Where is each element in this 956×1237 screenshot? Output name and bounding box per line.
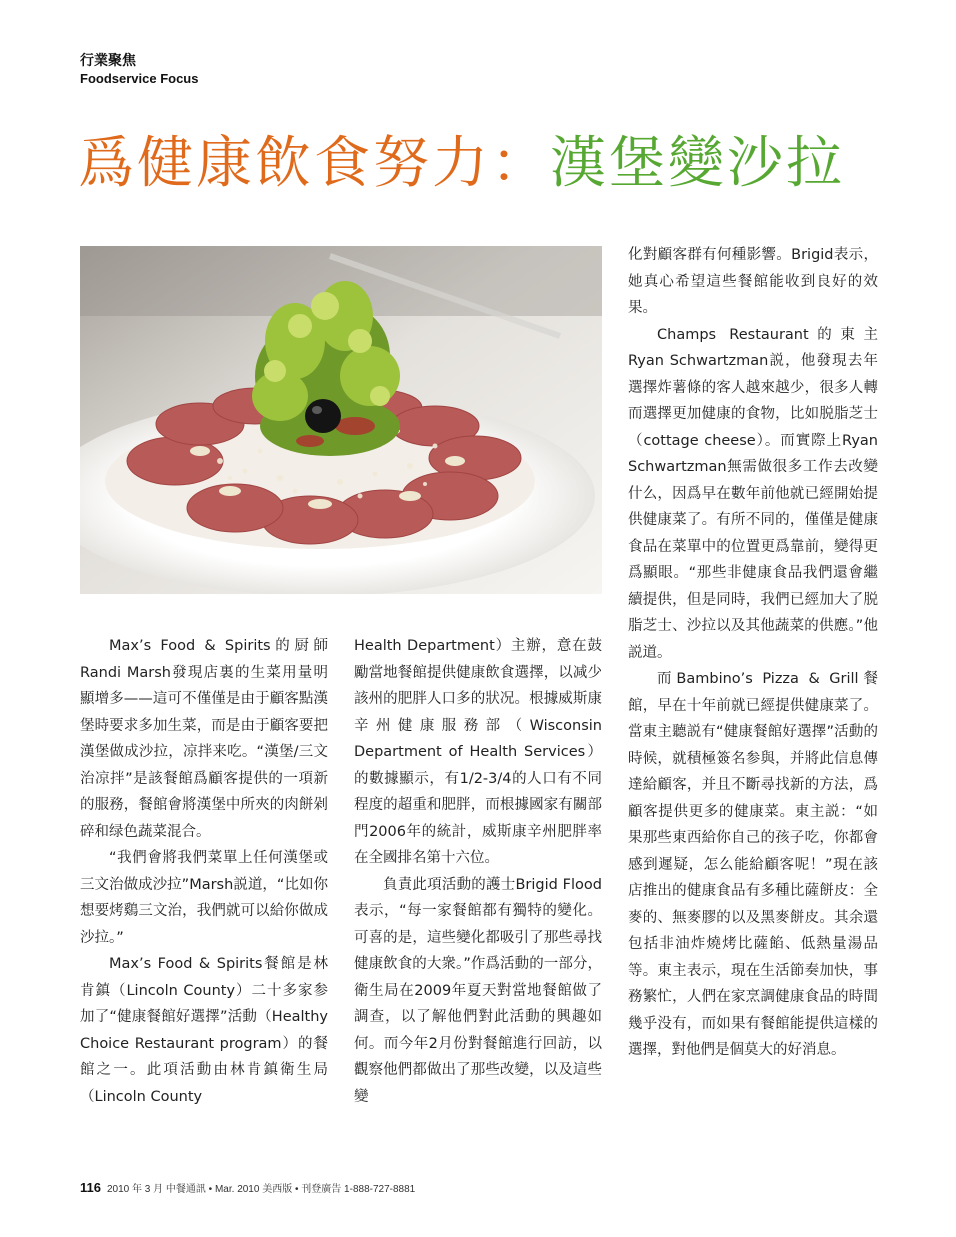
paragraph: Champs Restaurant的東主Ryan Schwartzman説，他發現去年選擇炸薯條的客人越來越少，很多人轉而選擇更加健康的食物，比如脱脂芝士（cottage cheese）。而實際上Ryan Schwartzman無需做很多工作去改變什么，因爲早在數年前他就已經開始提供健康菜了。有所不同的，僅僅是健康食品在菜單中的位置更爲靠前，變得更爲顯眼。“那些非健康食品我們還會繼續提供，但是同時，我們已經加大了脱脂芝士、沙拉以及其他蔬菜的供應。”他説道。 — [628, 326, 878, 661]
page-number: 116 — [80, 1180, 101, 1195]
paragraph: Health Department）主辦，意在鼓勵當地餐館提供健康飲食選擇，以减少該州的肥胖人口多的狀况。根據威斯康辛州健康服務部（Wisconsin Department of Health Services）的數據顯示，有1/2-3/4的人口有不同程度的超重和肥胖，而根據國家有關部門2006年的統計，威斯康辛州肥胖率在全國排名第十六位。 — [354, 638, 602, 866]
headline-part-1: 爲健康飲食努力： — [78, 131, 550, 196]
article-photo — [80, 246, 602, 594]
paragraph: 而Bambino’s Pizza & Grill餐館，早在十年前就已經提供健康菜了。當東主聽説有“健康餐館好選擇”活動的時候，就積極簽名参與，并將此信息傳達給顧客，并且不斷尋找新的方法，爲顧客提供更多的健康菜。東主説：“如果那些東西給你自己的孩子吃，你都會感到遲疑，怎么能給顧客呢！”現在該店推出的健康食品有多種比薩餅皮：全麥的、無麥膠的以及黑麥餅皮。其余還包括非油炸燒烤比薩餡、低熱量湯品等。東主表示，現在生活節奏加快，事務繁忙，人們在家烹調健康食品的時間幾乎没有，而如果有餐館能提供這樣的選擇，對他們是個莫大的好消息。 — [628, 671, 878, 1058]
page-footer — [80, 1180, 415, 1195]
paragraph: “我們會將我們菜單上任何漢堡或三文治做成沙拉”Marsh説道，“比如你想要烤鷄三文治，我們就可以給你做成沙拉。” — [80, 850, 328, 946]
section-label-zh: 行業聚焦 — [80, 53, 136, 69]
article-column-1 — [80, 633, 328, 1110]
paragraph: Max’s Food & Spirits的厨師Randi Marsh發現店裏的生菜用量明顯增多——這可不僅僅是由于顧客點漢堡時要求多加生菜，而是由于顧客要把漢堡做成沙拉，凉拌来吃。“漢堡/三文治凉拌”是該餐館爲顧客提供的一項新的服務，餐館會將漢堡中所夾的肉餅剁碎和绿色蔬菜混合。 — [80, 638, 328, 840]
article-column-2 — [354, 633, 602, 1110]
paragraph: 負責此項活動的護士Brigid Flood表示，“每一家餐館都有獨特的變化。可喜的是，這些變化都吸引了那些尋找健康飲食的大衆。”作爲活動的一部分，衛生局在2009年夏天對當地餐館做了調查，以了解他們對此活動的興趣如何。而今年2月份對餐館進行回訪，以觀察他們都做出了那些改變，以及這些變 — [354, 876, 602, 1105]
article-headline — [78, 132, 845, 196]
paragraph: Max’s Food & Spirits餐館是林肯鎮（Lincoln County）二十多家参加了“健康餐館好選擇”活動（Healthy Choice Restaurant program）的餐館之一。此項活動由林肯鎮衛生局（Lincoln County — [80, 956, 328, 1105]
section-label-en: Foodservice Focus — [80, 71, 199, 86]
paragraph: 化對顧客群有何種影響。Brigid表示，她真心希望這些餐館能收到良好的效果。 — [628, 247, 878, 316]
footer-text: 2010 年 3 月 中餐通訊 • Mar. 2010 美西版 • 刊登廣告 1-888-727-8881 — [106, 1184, 416, 1195]
headline-part-2: 漢堡變沙拉 — [550, 131, 845, 196]
article-column-3 — [628, 242, 878, 1064]
